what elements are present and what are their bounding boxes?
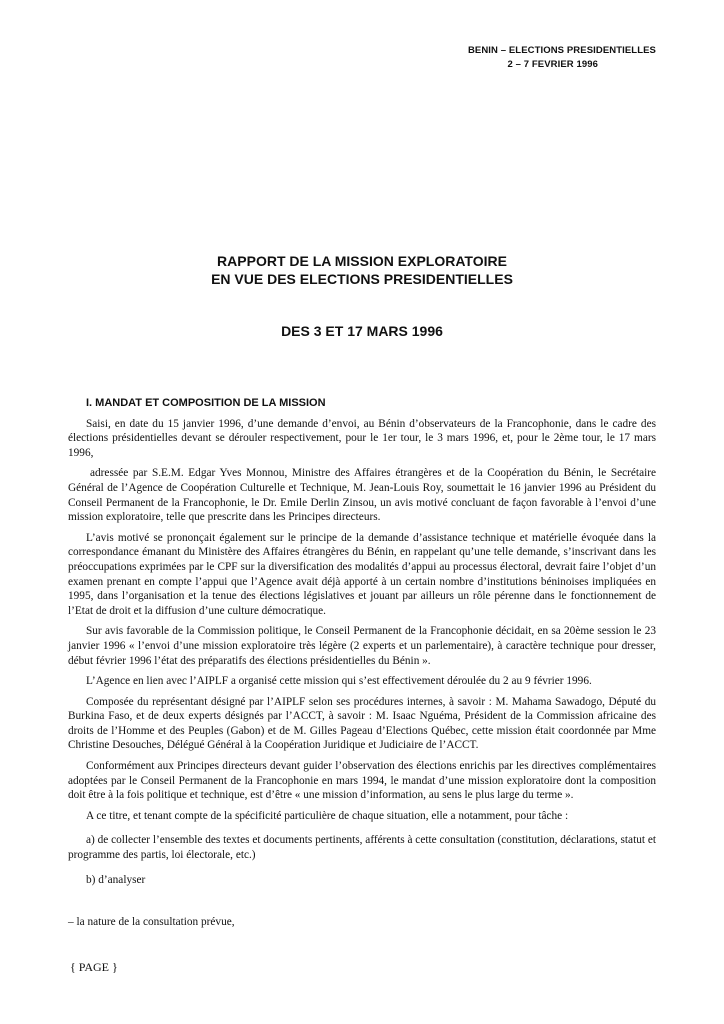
title-line-1: RAPPORT DE LA MISSION EXPLORATOIRE: [217, 253, 507, 269]
list-item-a: a) de collecter l’ensemble des textes et documents pertinents, afférents à cette consultation (constitution, déclarations, statut et programme des partis, loi électorale, etc.): [68, 834, 656, 862]
title-dates: DES 3 ET 17 MARS 1996: [281, 323, 443, 339]
paragraph: Composée du représentant désigné par l’AIPLF selon ses procédures internes, à savoir : M. Mahama Sawadogo, Député du Burkina Faso, et de deux experts désignés par l’ACCT, à savoir : M. Isaac Nguéma, Président de la Commission africaine des droits de l’Homme et des Peuples (Gabon) et de M. Gilles Pageau d’Elections Québec, cette mission était coordonnée par Mme Christine Desouches, Délégué Général à la Coopération Juridique et Judiciaire de l’ACCT.: [68, 695, 656, 752]
paragraph: Saisi, en date du 15 janvier 1996, d’une demande d’envoi, au Bénin d’observateurs de la Francophonie, dans le cadre des élections présidentielles devant se dérouler respectivement, pour le 1er tour, le 3 mars 1996, et, pour le 2ème tour, le 17 mars 1996,: [68, 417, 656, 459]
paragraph: L’avis motivé se prononçait également sur le principe de la demande d’assistance technique et matérielle évoquée dans la correspondance émanant du Ministère des Affaires étrangères du Bénin, en rappelant qu’une telle demande, s’inscrivant dans les préoccupations exprimées par le CPF sur la diversification des modalités d’appui au processus électoral, devrait faire l’objet d’un examen prenant en compte l’appui que l’Agence avait déjà apporté à un certain nombre d’institutions béninoises impliquées en 1995, dans l’organisation et la tenue des élections législatives et jouant par ailleurs un rôle pérenne dans le fonctionnement de l’Etat de droit et la diffusion d’une culture démocratique.: [68, 531, 656, 617]
title-line-2: EN VUE DES ELECTIONS PRESIDENTIELLES: [211, 271, 513, 287]
section-heading: I. MANDAT ET COMPOSITION DE LA MISSION: [86, 397, 326, 409]
paragraph: Conformément aux Principes directeurs devant guider l’observation des élections enrichis par les directives complémentaires adoptées par le Conseil Permanent de la Francophonie en mars 1994, le mandat d’une mission exploratoire dont la composition doit être à la fois politique et technique, est d’être « une mission d’information, au sens le plus large du terme ».: [68, 760, 656, 802]
report-title: [0, 252, 724, 288]
list-item-b: b) d’analyser: [86, 873, 146, 886]
paragraph: L’Agence en lien avec l’AIPLF a organisé cette mission qui s’est effectivement déroulée du 2 au 9 février 1996.: [86, 675, 592, 688]
header-line-2: 2 – 7 FEVRIER 1996: [507, 59, 598, 70]
page-number-field: { PAGE }: [70, 960, 118, 974]
paragraph: A ce titre, et tenant compte de la spécificité particulière de chaque situation, elle a notamment, pour tâche :: [86, 809, 569, 822]
body-content: [68, 396, 656, 930]
dash-list-item: – la nature de la consultation prévue,: [68, 916, 235, 929]
paragraph: adressée par S.E.M. Edgar Yves Monnou, Ministre des Affaires étrangères et de la Coopération du Bénin, le Secrétaire Général de l’Agence de Coopération Culturelle et Technique, M. Jean-Louis Roy, soumettait le 16 janvier 1996 au Président du Conseil Permanent de la Francophonie, le Dr. Emile Derlin Zinsou, un avis motivé concluant de façon favorable à l’envoi d’une mission exploratoire, telle que prescrite dans les Principes directeurs.: [68, 467, 656, 524]
running-header: [468, 44, 656, 72]
paragraph: Sur avis favorable de la Commission politique, le Conseil Permanent de la Francophonie décidait, en sa 20ème session le 23 janvier 1996 « l’envoi d’une mission exploratoire très légère (2 experts et un parlementaire), à caractère technique pour dresser, début février 1996 l’état des préparatifs des élections présidentielles du Bénin ».: [68, 625, 656, 667]
header-line-1: BENIN – ELECTIONS PRESIDENTIELLES: [467, 45, 656, 56]
